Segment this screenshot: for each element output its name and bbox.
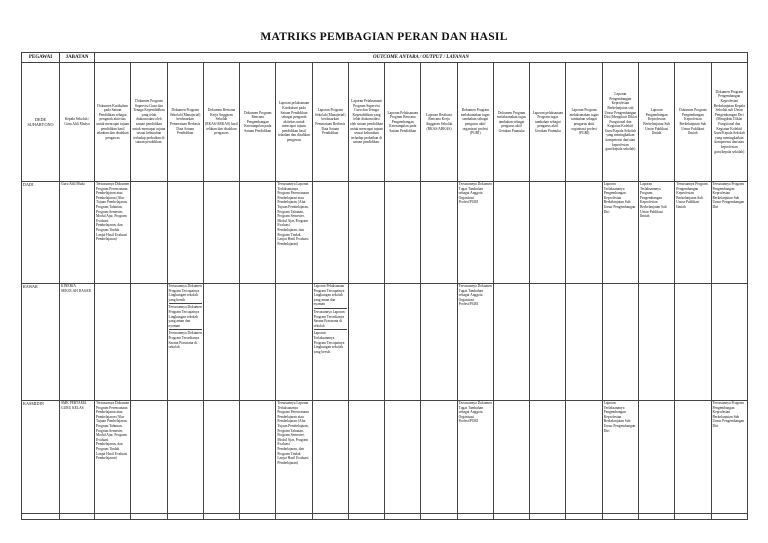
output-cell: Dokumen Kurikulum pada Satuan Pendidikan sebagai pengarah aktivitas untuk mencapai tujuan pendidikan hasil telaahan dan disahkan pengawas — [95, 63, 131, 182]
head-person-name: DEDE SUHARYONO — [22, 63, 60, 182]
page-title: MATRIKS PEMBAGIAN PERAN DAN HASIL — [260, 31, 508, 43]
task-cell: Tersusunnya Laporan Terlaksananya Program Perencanaan Pembelajaran atau Pembelajaran (Alur Tujuan Pembelajaran, Program Tahunan, Program Semester, Modul Ajar, Program Evaluasi Pembelajaran, dan Program Tindak Lanjut Hasil Evaluasi Pembelajaran) — [276, 182, 312, 284]
output-cell: Dokumen Program Sekolah (Manajerial) berdasarkan Pemerataan Berbasis Data Satuan Pendidikan — [167, 63, 203, 182]
empty-cell — [493, 284, 529, 401]
empty-cell — [131, 514, 167, 520]
empty-cell — [566, 284, 602, 401]
empty-cell — [530, 514, 566, 520]
empty-cell — [493, 514, 529, 520]
empty-cell — [167, 401, 203, 514]
empty-cell — [131, 182, 167, 284]
employee-name: DADI — [22, 182, 60, 284]
empty-cell — [240, 401, 276, 514]
empty-cell — [385, 182, 421, 284]
empty-cell — [711, 284, 747, 401]
empty-cell — [566, 401, 602, 514]
empty-cell — [348, 401, 384, 514]
empty-cell — [240, 284, 276, 401]
head-person-row — [22, 63, 748, 182]
empty-cell — [566, 514, 602, 520]
empty-cell — [493, 401, 529, 514]
empty-cell — [421, 514, 457, 520]
empty-cell — [240, 514, 276, 520]
empty-cell — [203, 182, 239, 284]
empty-cell — [95, 284, 131, 401]
empty-cell — [348, 182, 384, 284]
task-cell: Laporan Terlaksananya Pengembangan Keprofesian Berkelanjutan Sub Unsur Pengembangan Diri — [602, 401, 638, 514]
empty-cell — [95, 514, 131, 520]
table-row — [22, 514, 748, 520]
task-cell: Tersusunnya Program Pengembangan Keprofesian Berkelanjutan Sub Unsur Pengembangan Diri — [711, 401, 747, 514]
output-cell: Laporan pelaksanaan Kurikulum pada Satuan Pendidikan sebagai pengarah aktivitas untuk mencapai tujuan pendidikan hasil telaahan dan disahkan pengawas — [276, 63, 312, 182]
empty-cell — [203, 401, 239, 514]
empty-cell — [348, 284, 384, 401]
employee-name: RAWAR — [22, 284, 60, 401]
employee-position: Guru Ahli Muda — [60, 182, 95, 284]
task-cell: Tersusunnya Dokumen Tugas Tambahan sebagai Anggota Organisasi Profesi/PGRI — [457, 182, 493, 284]
task-entry: Laporan Pelaksanaan Program Tercapainya Lingkungan sekolah yang aman dan nyaman — [313, 284, 345, 307]
empty-cell — [312, 514, 348, 520]
empty-cell — [675, 284, 711, 401]
task-cell: Tersusunnya Program Pengembangan Keprofesian Berkelanjutan Sub Unsur Publikasi Ilmiah — [675, 182, 711, 284]
empty-cell — [240, 182, 276, 284]
header-pegawai: PEGAWAI — [22, 53, 60, 63]
empty-cell — [276, 514, 312, 520]
empty-cell — [421, 401, 457, 514]
empty-cell — [131, 284, 167, 401]
empty-cell — [457, 514, 493, 520]
empty-cell — [530, 284, 566, 401]
task-cell: Laporan Terlaksananya Pengembangan Keprofesian Berkelanjutan Sub Unsur Pengembangan Diri — [602, 182, 638, 284]
task-cell: Laporan Terlaksananya Program Pengembangan Keprofesian Berkelanjutan Sub Unsur Publikasi Ilmiah — [638, 182, 674, 284]
employee-position: SMK PERTAMA GURU KELAS — [60, 401, 95, 514]
empty-cell — [385, 401, 421, 514]
output-cell: Laporan pelaksanaan Program tugas tambahan sebagai pengurus aktif Gerakan Pramuka — [530, 63, 566, 182]
output-cell: Dokumen Program Rencana Pengembangan Keterampilan pada Satuan Pendidikan — [240, 63, 276, 182]
output-cell: Laporan Pelaksanaan Program Rencana Pengembangan Keterampilan pada Satuan Pendidikan — [385, 63, 421, 182]
output-cell: Laporan Program melaksanakan tugas tambahan sebagai pengurus aktif organisasi profesi (PGRI) — [566, 63, 602, 182]
empty-cell — [711, 514, 747, 520]
task-cell: Tersusunnya Dokumen Program Perencanaan Pembelajaran atau Pembelajaran (Alur Tujuan Pembelajaran, Program Tahunan, Program Semester, Modul Ajar, Program Evaluasi Pembelajaran, dan Program Tindak Lanjut Hasil Evaluasi Pembelajaran) — [95, 401, 131, 514]
output-cell: Laporan Pengembangan Keprofesian Berkelanjutan sub Unsur Pengembangan Diri (Mengikuti Diklat Fungsional dan Kegiatan Kolektif Guru/Kepala Sekolah yang meningkatkan kompetensi dan/atau keprofesian guru/kepala sekolah) — [602, 63, 638, 182]
table-header-row — [22, 53, 748, 63]
empty-cell — [675, 514, 711, 520]
task-entry: Laporan Terlaksananya Program Tercapainya Lingkungan sekolah yang bersih — [314, 329, 347, 354]
empty-cell — [312, 182, 348, 284]
task-cell: Tersusunnya Dokumen Program Perencanaan Pembelajaran atau Pembelajaran (Alur Tujuan Pembelajaran, Program Tahunan, Program Semester, Modul Ajar, Program Evaluasi Pembelajaran, dan Program Tindak Lanjut Hasil Evaluasi Pembelajaran) — [95, 182, 131, 284]
empty-cell — [421, 284, 457, 401]
task-cell — [167, 284, 203, 401]
task-entry: Tersusunnya Dokumen Program Tercapainya Lingkungan sekolah yang aman dan nyaman — [168, 305, 202, 328]
employee-position: KINERJA SEKOLAH DASAR — [60, 284, 95, 401]
empty-cell — [385, 514, 421, 520]
output-cell: Laporan Pelaksanaan Program Supervisi Guru dan Tenaga Kependidikan yang telah diakomodasi oleh satuan pendidikan untuk mencapai tujuan sesuai kebutuhan terhadap perbaikan di satuan pendidikan. — [348, 63, 384, 182]
table-row — [22, 284, 748, 401]
empty-cell — [348, 514, 384, 520]
empty-cell — [167, 514, 203, 520]
output-cell: Dokumen Program Pengembangan Keprofesian Berkelanjutan Sub Unsur Publikasi Ilmiah — [675, 63, 711, 182]
output-cell: Dokumen Program melaksanakan tugas tambahan sebagai pengurus aktif organisasi profesi (PGRI) — [457, 63, 493, 182]
empty-cell — [131, 401, 167, 514]
output-cell: Dokumen Program Supervisi Guru dan Tenaga Kependidikan yang telah diakomodasi oleh satuan pendidikan untuk mencapai tujuan sesuai kebutuhan terhadap perbaikan di satuan pendidikan. — [131, 63, 167, 182]
table-row — [22, 182, 748, 284]
empty-cell — [566, 182, 602, 284]
task-cell: Tersusunnya Dokumen Tugas Tambahan sebagai Anggota Organisasi Profesi/PGRI — [457, 401, 493, 514]
empty-cell — [602, 514, 638, 520]
empty-cell — [638, 401, 674, 514]
output-cell: Dokumen Program melaksanakan tugas tambahan sebagai pengurus aktif Gerakan Pramuka — [493, 63, 529, 182]
head-person-position: Kepala Sekolah / Guru Ahli Madya — [60, 63, 95, 182]
employee-name: KASMIDIN — [22, 401, 60, 514]
empty-cell — [60, 514, 95, 520]
output-cell: Laporan Realisasi Rencana Kerja Anggaran Sekolah (RKAS/ARKAS) — [421, 63, 457, 182]
task-cell: Tersusunnya Program Pengembangan Keprofesian Berkelanjutan Sub Unsur Pengembangan Diri — [711, 182, 747, 284]
empty-cell — [530, 401, 566, 514]
empty-cell — [203, 514, 239, 520]
output-cell: Laporan Pengembangan Keprofesian Berkelanjutan Sub Unsur Publikasi Ilmiah — [638, 63, 674, 182]
header-outcome: OUTCOME ANTARA / OUTPUT / LAYANAN — [95, 53, 748, 63]
empty-cell — [638, 284, 674, 401]
table-row — [22, 401, 748, 514]
output-cell: Laporan Program Sekolah (Manajerial) berdasarkan Pemerataan Berbasis Data Satuan Pendidikan — [312, 63, 348, 182]
output-cell: Dokumen Rencana Kerja Anggaran Sekolah (RKAS/ARKAS) hasil telahan dan disahkan pengawas — [203, 63, 239, 182]
empty-cell — [203, 284, 239, 401]
empty-cell — [530, 182, 566, 284]
empty-cell — [638, 514, 674, 520]
task-entry: Tersusunnya Dokumen Program Tercapainya Lingkungan sekolah yang bersih — [168, 284, 202, 302]
empty-cell — [312, 401, 348, 514]
empty-cell — [602, 284, 638, 401]
empty-cell — [22, 514, 60, 520]
task-entry: Tersusunnya Dokumen Program Tersedianya Sarana Prasarana di sekolah — [168, 331, 202, 350]
empty-cell — [276, 284, 312, 401]
empty-cell — [675, 401, 711, 514]
task-cell — [312, 284, 348, 401]
task-cell: Tersusunnya Laporan Terlaksananya Program Perencanaan Pembelajaran atau Pembelajaran (Alur Tujuan Pembelajaran, Program Tahunan, Program Semester, Modul Ajar, Program Evaluasi Pembelajaran, dan Program Tindak Lanjut Hasil Evaluasi Pembelajaran) — [276, 401, 312, 514]
header-jabatan: JABATAN — [60, 53, 95, 63]
empty-cell — [385, 284, 421, 401]
output-cell: Dokumen Program Pengembangan Keprofesian Berkelanjutan Kepala Sekolah sub Unsur Pengembangan Diri (Mengikuti Diklat Fungsional dan Kegiatan Kolektif Guru/Kepala Sekolah yang meningkatkan kompetensi dan/atau keprofesian guru/kepala sekolah) — [711, 63, 747, 182]
empty-cell — [493, 182, 529, 284]
task-cell: Tersusunnya Dokumen Tugas Tambahan sebagai Anggota Organisasi Profesi/PGRI — [457, 284, 493, 401]
empty-cell — [421, 182, 457, 284]
task-entry: Tersusunnya Laporan Program Tersedianya Sarana Prasarana di sekolah — [314, 308, 347, 328]
role-matrix-table — [21, 52, 748, 520]
empty-cell — [167, 182, 203, 284]
